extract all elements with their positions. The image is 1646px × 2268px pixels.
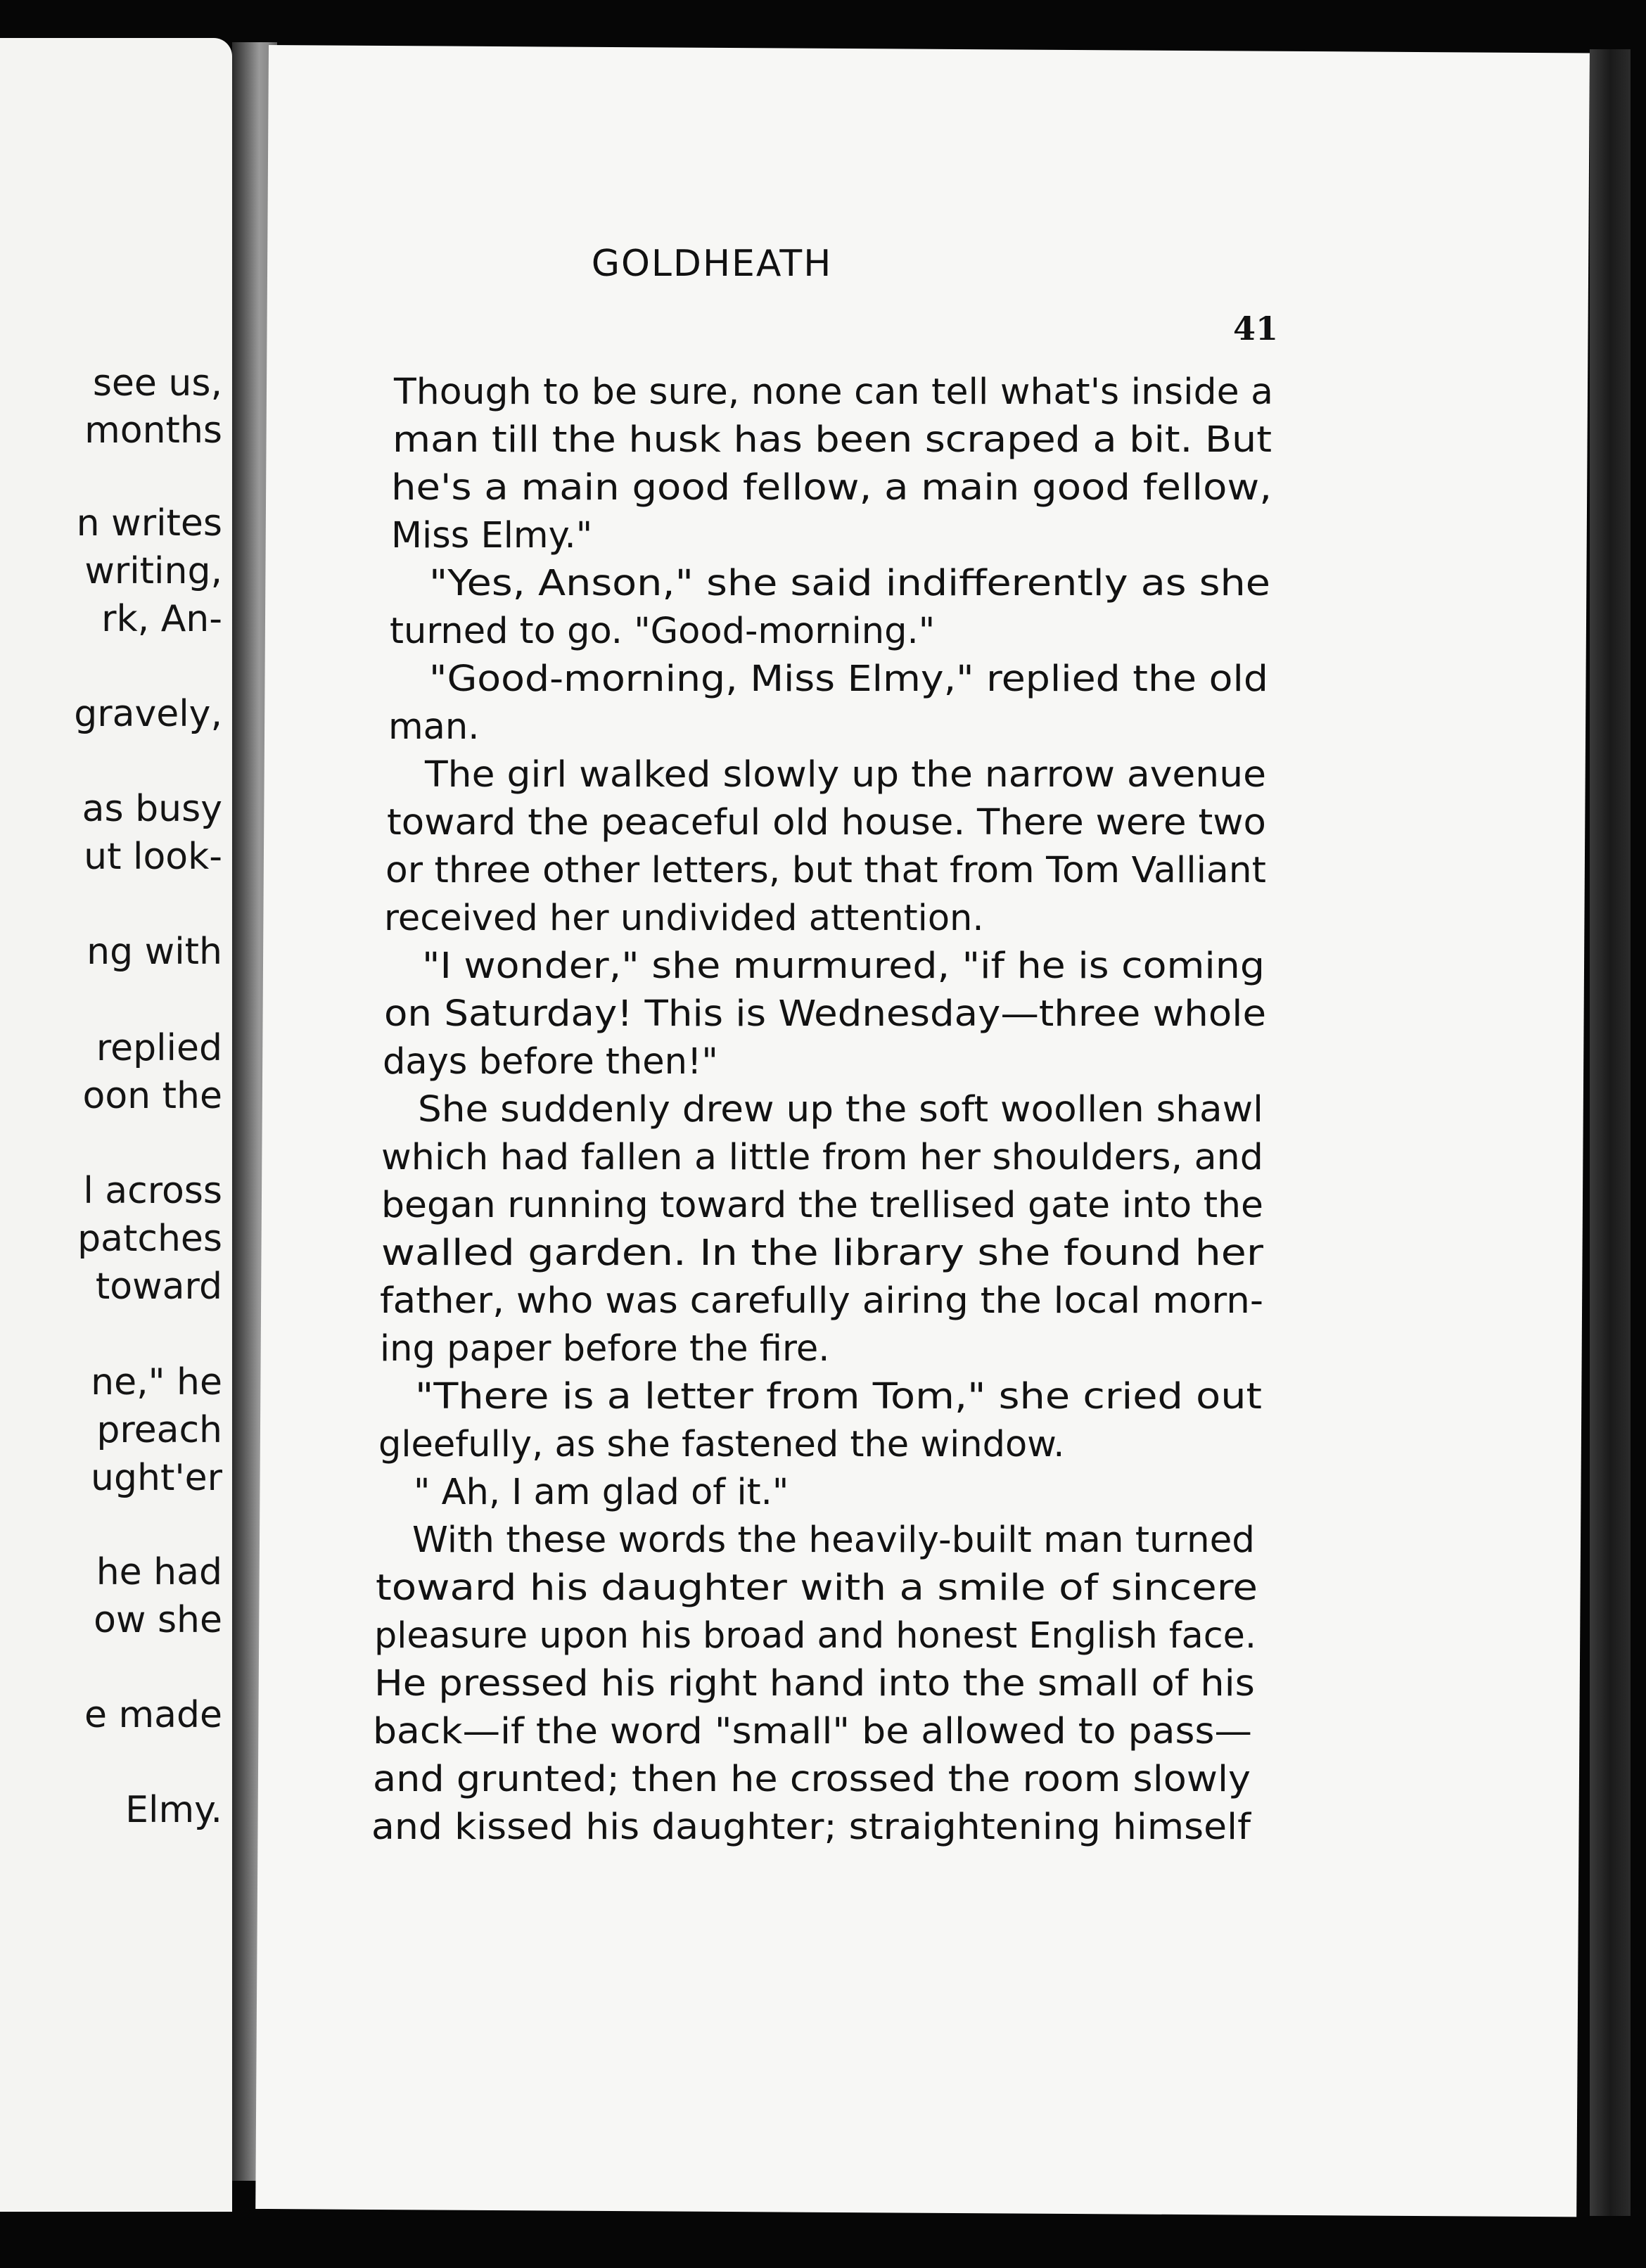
left-page-line: he had	[96, 1551, 222, 1593]
body-text-line: "Yes, Anson," she said indifferently as she	[429, 563, 1270, 604]
body-text-line: Though to be sure, none can tell what's inside a	[394, 371, 1274, 413]
body-text-line: "Good-morning, Miss Elmy," replied the old	[429, 658, 1268, 700]
left-page-line: patches	[77, 1218, 222, 1260]
running-head: GOLDHEATH	[591, 243, 833, 285]
left-page-line: months	[84, 409, 222, 452]
body-text-line: received her undivided attention.	[384, 898, 984, 939]
left-page-line: gravely,	[74, 693, 222, 735]
body-text-line: man.	[388, 706, 480, 748]
left-page-line: toward	[95, 1266, 222, 1308]
left-page-line: preach	[96, 1409, 222, 1451]
body-text-line: and grunted; then he crossed the room slowly	[373, 1759, 1251, 1800]
body-text-line: He pressed his right hand into the small of his	[374, 1663, 1255, 1705]
left-page-line: as busy	[82, 788, 222, 830]
body-text-line: back—if the word "small" be allowed to pass—	[373, 1711, 1253, 1752]
body-text-line: days before then!"	[383, 1041, 718, 1083]
body-text-line: pleasure upon his broad and honest English face.	[374, 1615, 1257, 1657]
left-page-line: ught'er	[91, 1457, 222, 1499]
left-page-line: l across	[83, 1170, 222, 1212]
page-number: 41	[1233, 310, 1279, 348]
body-text-line: father, who was carefully airing the local morn-	[380, 1280, 1264, 1322]
left-page-line: replied	[96, 1027, 222, 1069]
left-page-line: ng with	[87, 931, 222, 973]
left-page-line: see us,	[92, 362, 222, 404]
body-text-line: She suddenly drew up the soft woollen shawl	[418, 1089, 1263, 1130]
body-text-line: With these words the heavily-built man turned	[412, 1520, 1255, 1561]
left-page-line: ne," he	[91, 1361, 222, 1403]
body-text-line: toward his daughter with a smile of sincere	[376, 1567, 1258, 1609]
body-text-line: The girl walked slowly up the narrow avenue	[425, 754, 1267, 796]
left-page-line: rk, An-	[101, 598, 222, 640]
body-text-line: "I wonder," she murmured, "if he is coming	[422, 945, 1265, 987]
body-text-line: or three other letters, but that from Tom Valliant	[385, 850, 1266, 891]
body-text-line: walled garden. In the library she found her	[381, 1232, 1263, 1274]
left-page-line: ow she	[94, 1599, 222, 1641]
body-text-line: and kissed his daughter; straightening himself	[371, 1807, 1251, 1848]
body-text-line: began running toward the trellised gate into the	[381, 1185, 1263, 1226]
body-text-line: he's a main good fellow, a main good fellow,	[391, 467, 1272, 509]
left-page-line: oon the	[82, 1075, 222, 1117]
left-page-line: e made	[84, 1694, 222, 1736]
body-text-line: on Saturday! This is Wednesday—three whole	[384, 993, 1267, 1035]
body-text-line: Miss Elmy."	[391, 515, 593, 556]
left-page-line: ut look-	[84, 836, 222, 878]
body-text-line: ing paper before the fire.	[380, 1328, 830, 1370]
left-page-line: n writes	[76, 502, 222, 544]
left-page-line: Elmy.	[125, 1789, 222, 1831]
body-text-line: toward the peaceful old house. There were two	[387, 802, 1266, 843]
body-text-line: turned to go. "Good-morning."	[390, 611, 936, 652]
body-text-line: "There is a letter from Tom," she cried out	[415, 1376, 1263, 1418]
body-text-line: " Ah, I am glad of it."	[414, 1472, 789, 1513]
body-text-line: which had fallen a little from her shoulders, and	[381, 1137, 1263, 1178]
body-text-line: gleefully, as she fastened the window.	[378, 1424, 1065, 1465]
body-text-line: man till the husk has been scraped a bit. But	[393, 419, 1272, 461]
left-page-line: writing,	[84, 550, 222, 592]
